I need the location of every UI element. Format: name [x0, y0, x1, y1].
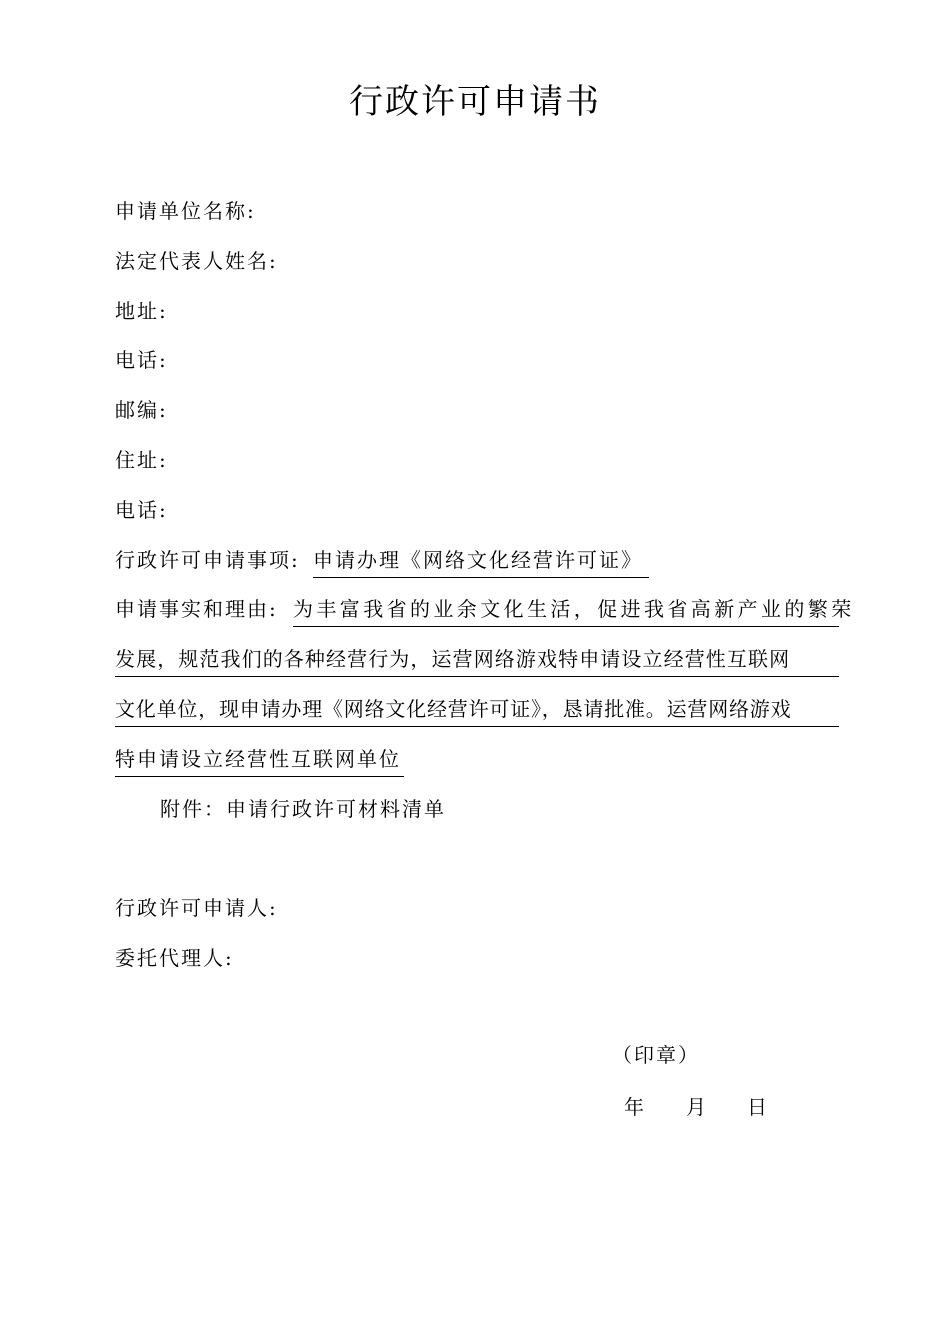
phone-label-1: 电话:: [115, 348, 168, 372]
legal-representative-label: 法定代表人姓名:: [115, 249, 278, 273]
date-day: 日: [747, 1095, 767, 1119]
document-title: 行政许可申请书: [349, 82, 601, 122]
reason-section: [115, 594, 855, 774]
reason-line-2: 发展，规范我们的各种经营行为，运营网络游戏特申请设立经营性互联网: [115, 644, 839, 677]
application-item-value: 申请办理《网络文化经营许可证》: [313, 545, 649, 578]
applicant-signature-label: 行政许可申请人:: [115, 896, 278, 920]
date-month: 月: [686, 1095, 706, 1119]
application-item-label: 行政许可申请事项:: [115, 548, 300, 572]
reason-line-1: 为丰富我省的业余文化生活，促进我省高新产业的繁荣: [293, 594, 839, 627]
reason-label: 申请事实和理由:: [115, 597, 278, 621]
seal-placeholder: （印章）: [612, 1043, 700, 1067]
unit-name-label: 申请单位名称:: [115, 199, 256, 223]
postcode-label: 邮编:: [115, 398, 168, 422]
address-label: 地址:: [115, 299, 168, 323]
phone-label-2: 电话:: [115, 498, 168, 522]
attachment-note: 附件：申请行政许可材料清单: [160, 797, 446, 821]
reason-line-3: 文化单位，现申请办理《网络文化经营许可证》，恳请批准。运营网络游戏: [115, 694, 839, 727]
agent-signature-label: 委托代理人:: [115, 946, 234, 970]
reason-line-4: 特申请设立经营性互联网单位: [115, 744, 404, 777]
date-year: 年: [624, 1095, 644, 1119]
residence-label: 住址:: [115, 448, 168, 472]
